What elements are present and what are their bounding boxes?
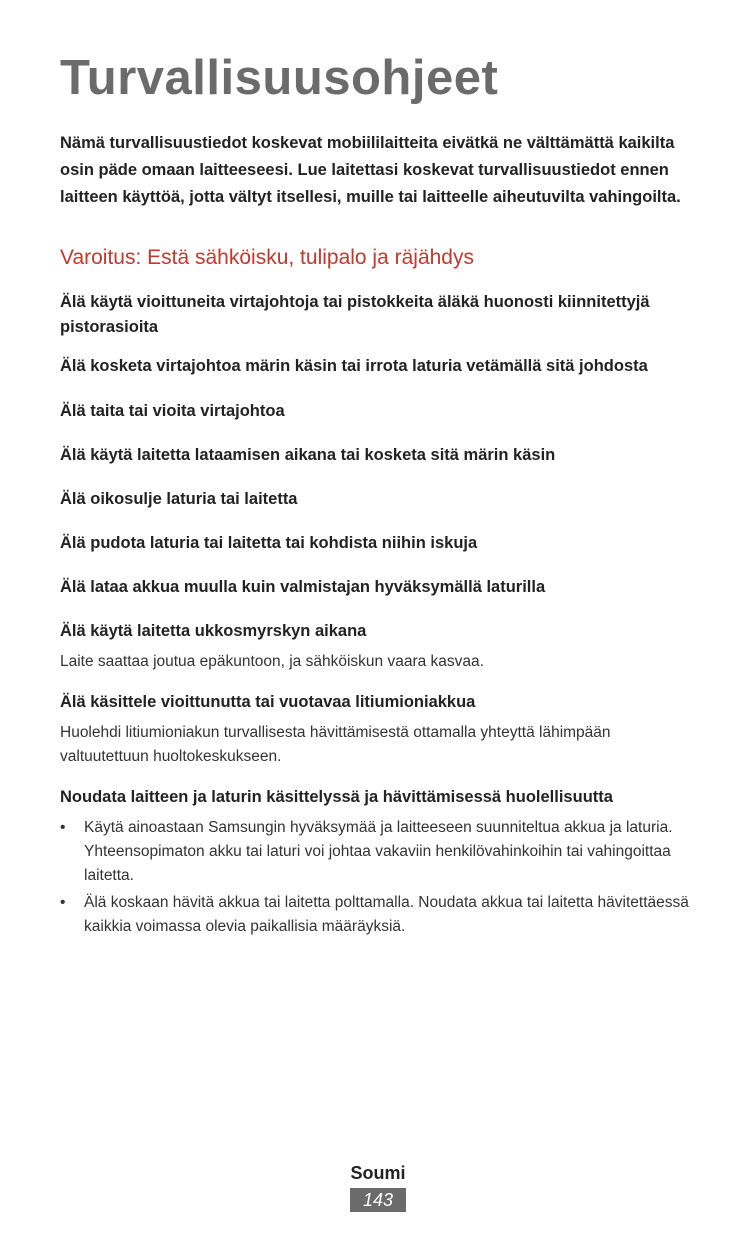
bullet-list [60, 816, 700, 939]
warning-item: Älä lataa akkua muulla kuin valmistajan hyväksymällä laturilla [60, 578, 546, 596]
warning-item: Älä oikosulje laturia tai laitetta [60, 490, 298, 508]
warning-description: Huolehdi litiumioniakun turvallisesta hävittämisestä ottamalla yhteyttä lähimpään valtuutettuun huoltokeskukseen. [60, 724, 611, 765]
bullet-icon: • [60, 894, 66, 911]
warning-description: Laite saattaa joutua epäkuntoon, ja sähköiskun vaara kasvaa. [60, 653, 484, 670]
warning-item: Noudata laitteen ja laturin käsittelyssä ja hävittämisessä huolellisuutta [60, 788, 613, 806]
warning-item: Älä pudota laturia tai laitetta tai kohdista niihin iskuja [60, 534, 478, 552]
warning-item: Älä käytä laitetta ukkosmyrskyn aikana [60, 622, 367, 640]
page-number-badge: 143 [350, 1188, 406, 1212]
warning-item: Älä kosketa virtajohtoa märin käsin tai irrota laturia vetämällä sitä johdosta [60, 357, 648, 375]
warning-item: Älä käytä vioittuneita virtajohtoja tai pistokkeita äläkä huonosti kiinnitettyjä pistorasioita [60, 293, 650, 336]
document-page [60, 46, 700, 942]
page-title: Turvallisuusohjeet [60, 51, 499, 105]
list-item [60, 816, 700, 888]
list-item-text: Käytä ainoastaan Samsungin hyväksymää ja laitteeseen suunniteltua akkua ja laturia. Yhteensopimaton akku tai laturi voi johtaa vakaviin henkilövahinkoihin tai vahingoittaa laitetta. [84, 819, 673, 884]
list-item [60, 891, 700, 939]
list-item-text: Älä koskaan hävitä akkua tai laitetta polttamalla. Noudata akkua tai laitetta hävitettäessä kaikkia voimassa olevia paikallisia määräyksiä. [84, 894, 689, 935]
page-footer [0, 1160, 756, 1212]
footer-language: Soumi [350, 1163, 406, 1183]
warning-item: Älä taita tai vioita virtajohtoa [60, 402, 285, 420]
warning-item: Älä käytä laitetta lataamisen aikana tai kosketa sitä märin käsin [60, 446, 556, 464]
section-heading: Varoitus: Estä sähköisku, tulipalo ja räjähdys [60, 246, 474, 269]
warning-item: Älä käsittele vioittunutta tai vuotavaa litiumioniakkua [60, 693, 476, 711]
intro-paragraph: Nämä turvallisuustiedot koskevat mobiililaitteita eivätkä ne välttämättä kaikilta osin päde omaan laitteeseesi. Lue laitettasi koskevat turvallisuustiedot ennen laitteen käyttöä, jotta vältyt itsellesi, muille tai laitteelle aiheutuvilta vahingoilta. [60, 134, 681, 206]
bullet-icon: • [60, 819, 66, 836]
